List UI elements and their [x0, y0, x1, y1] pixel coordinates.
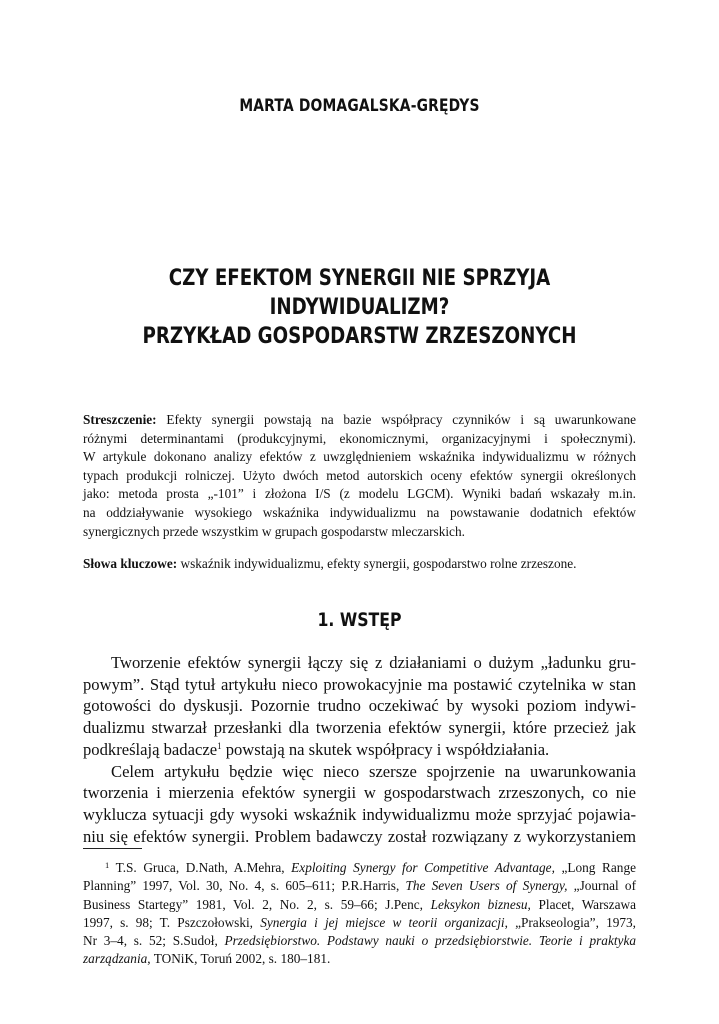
- keywords-label: Słowa kluczowe:: [83, 556, 178, 571]
- abstract-line: typach produkcji rolniczej. Użyto dwóch metod autorskich oceny efektów synergii określonych: [83, 467, 636, 483]
- body-text: [83, 652, 636, 847]
- footnote-text: Business Startegy” 1981, Vol. 2, No. 2, s. 59–66; J.Penc,: [83, 896, 431, 912]
- body-line: tworzenia i mierzenia efektów synergii w gospodarstwach zrzeszonych, co nie: [83, 783, 636, 803]
- abstract-line: różnymi determinantami (produkcyjnymi, ekonomicznymi, organizacyjnymi i społecznymi).: [83, 430, 636, 446]
- footnote-text: Nr 3–4, s. 52; S.Sudoł,: [83, 933, 225, 949]
- footnote-title: The Seven Users of Synergy,: [405, 878, 568, 894]
- footnote-text: „Journal of: [567, 878, 636, 894]
- body-line: powym”. Stąd tytuł artykułu nieco prowokacyjnie ma postawić czytelnika w stan: [83, 674, 636, 694]
- abstract-text: Efekty synergii powstają na bazie współpracy czynników i są uwarunkowane: [156, 412, 636, 427]
- keywords-text: wskaźnik indywidualizmu, efekty synergii, gospodarstwo rolne zrzeszone.: [177, 556, 577, 571]
- body-line: dualizmu stwarzał przesłanki dla tworzenia efektów synergii, które przecież jak: [83, 718, 636, 738]
- abstract-line: na oddziaływanie wysokiego wskaźnika indywidualizmu na powstawanie dodatnich efektów: [83, 504, 636, 520]
- title-line-1: CZY EFEKTOM SYNERGII NIE SPRZYJA: [168, 265, 551, 291]
- abstract-line: [83, 411, 636, 430]
- title-line-2: INDYWIDUALIZM?: [269, 294, 450, 320]
- footnote-text: , TONiK, Toruń 2002, s. 180–181.: [147, 951, 331, 967]
- footnote-line: [83, 950, 636, 968]
- body-line: Tworzenie efektów synergii łączy się z działaniami o dużym „ładunku gru-: [111, 653, 636, 672]
- body-line: niu się efektów synergii. Problem badawczy został rozwiązany z wykorzystaniem: [83, 826, 636, 846]
- title-line-3: PRZYKŁAD GOSPODARSTW ZRZESZONYCH: [142, 323, 577, 349]
- body-fragment: powstają na skutek współpracy i współdziałania.: [221, 739, 550, 759]
- footnote: [83, 859, 636, 969]
- footnote-text: T.S. Gruca, D.Nath, A.Mehra,: [109, 860, 292, 875]
- footnote-line: [83, 932, 636, 950]
- footnote-title: Przedsiębiorstwo. Podstawy nauki o przedsiębiorstwie. Teorie i praktyka: [224, 933, 636, 949]
- abstract-line: W artykule dokonano analizy efektów z uwzględnieniem wskaźnika indywidualizmu w różnych: [83, 449, 636, 465]
- footnote-divider: [83, 848, 142, 849]
- article-title: [68, 264, 650, 351]
- footnote-text: „Long Range: [554, 860, 636, 875]
- footnote-title: Synergia i jej miejsce w teorii organizacji: [260, 914, 505, 930]
- footnote-line: [83, 877, 636, 895]
- footnote-marker: 1: [105, 860, 110, 870]
- abstract-label: Streszczenie:: [83, 412, 157, 427]
- footnote-text: 1997, s. 98; T. Pszczołowski,: [83, 914, 261, 930]
- footnote-text: , „Prakseologia”, 1973,: [504, 914, 636, 930]
- body-line: [83, 739, 636, 761]
- footnote-line: [83, 896, 636, 914]
- keywords: [83, 555, 636, 574]
- body-line: wyklucza sytuacji gdy wysoki wskaźnik indywidualizmu może sprzyjać pojawia-: [83, 804, 636, 824]
- body-line: gotowości do dyskusji. Pozornie trudno oczekiwać by wysoki poziom indywi-: [83, 696, 636, 716]
- body-fragment: podkreślają badacze: [83, 739, 218, 759]
- section-heading: 1. WSTĘP: [317, 610, 402, 631]
- body-line: Celem artykułu będzie więc nieco szersze spojrzenie na uwarunkowania: [111, 761, 636, 781]
- abstract-line: jako: metoda prosta „-101” i złożona I/S (z modelu LGCM). Wyniki badań wskazały m.in.: [83, 486, 636, 502]
- footnote-line: [83, 914, 636, 932]
- footnote-title: Exploiting Synergy for Competitive Advantage,: [291, 860, 555, 875]
- abstract: [83, 411, 636, 541]
- footnote-reference[interactable]: 1: [217, 740, 222, 751]
- abstract-line: synergicznych przede wszystkim w grupach gospodarstw mleczarskich.: [83, 523, 465, 539]
- footnote-line: [83, 859, 636, 877]
- footnote-title: zarządzania: [83, 951, 148, 967]
- footnote-title: Leksykon biznesu,: [430, 896, 531, 912]
- author-name: MARTA DOMAGALSKA-GRĘDYS: [239, 96, 480, 115]
- footnote-text: Placet, Warszawa: [530, 896, 636, 912]
- footnote-text: Planning” 1997, Vol. 30, No. 4, s. 605–611; P.R.Harris,: [83, 878, 406, 894]
